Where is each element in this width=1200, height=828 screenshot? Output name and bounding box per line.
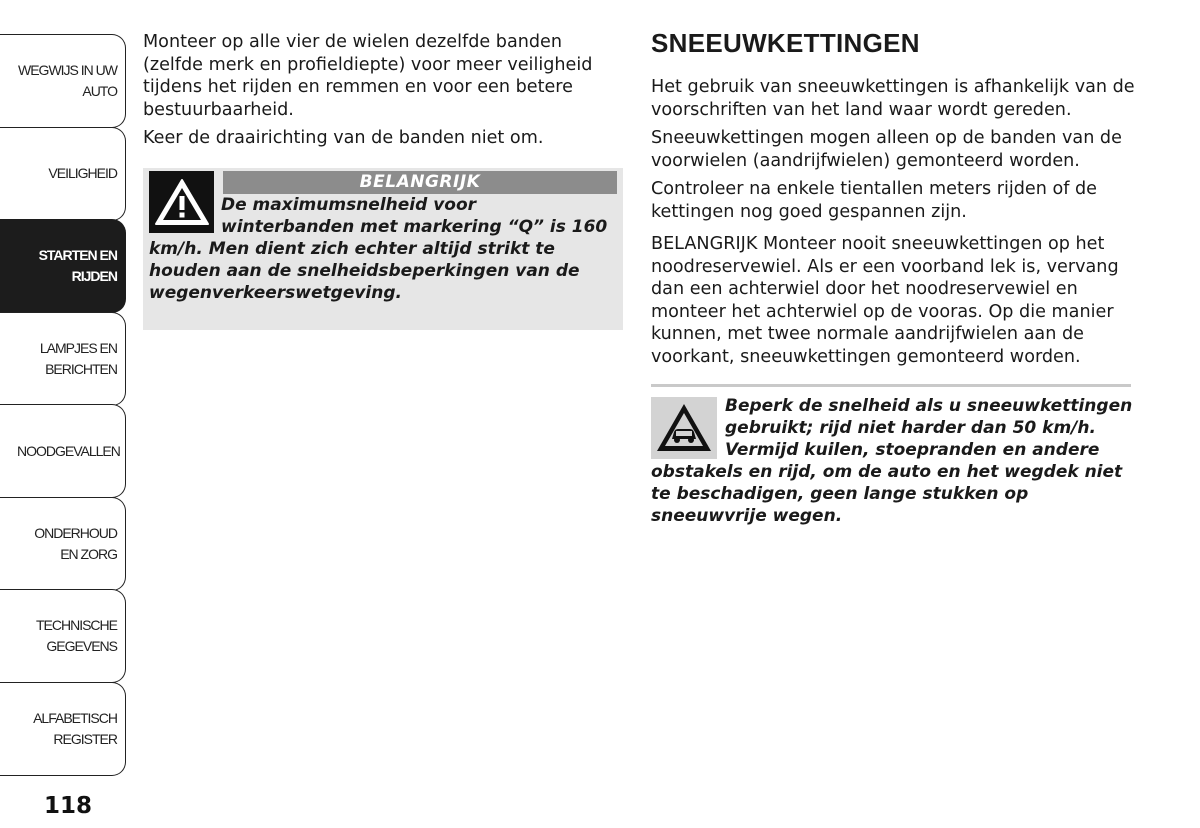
caution-line: gebruikt; rijd niet harder dan 50 km/h. bbox=[725, 418, 1096, 438]
tab-noodgevallen[interactable] bbox=[0, 404, 126, 498]
caution-rest: obstakels en rijd, om de auto en het wegdek niet te beschadigen, geen lange stukken op sneeuwvrije wegen. bbox=[651, 462, 1123, 526]
warning-triangle-icon bbox=[149, 171, 214, 233]
caution-line: Beperk de snelheid als u sneeuwkettingen bbox=[725, 396, 1133, 416]
paragraph: Keer de draairichting van de banden niet om. bbox=[143, 128, 544, 148]
paragraph: Monteer op alle vier de wielen dezelfde banden (zelfde merk en profieldiepte) voor meer veiligheid tijdens het rijden en remmen en voor een betere bestuurbaarheid. bbox=[143, 32, 593, 120]
left-column bbox=[143, 31, 621, 330]
tab-label: ONDERHOUD EN ZORG bbox=[34, 524, 117, 562]
right-column bbox=[651, 28, 1135, 527]
chapter-tabs bbox=[0, 34, 126, 776]
tab-label: ALFABETISCH REGISTER bbox=[33, 709, 117, 747]
paragraph: Controleer na enkele tientallen meters rijden of de kettingen nog goed gespannen zijn. bbox=[651, 179, 1098, 222]
car-caution-icon bbox=[651, 397, 717, 459]
tab-label: WEGWIJS IN UW AUTO bbox=[18, 62, 117, 99]
caution-line: Vermijd kuilen, stoepranden en andere bbox=[725, 440, 1100, 460]
tab-starten-en-rijden[interactable] bbox=[0, 219, 126, 313]
section-title: SNEEUWKETTINGEN bbox=[651, 28, 920, 58]
divider bbox=[651, 384, 1131, 387]
tab-label: STARTEN EN RIJDEN bbox=[38, 247, 117, 284]
notice-line: winterbanden met markering “Q” is 160 bbox=[221, 216, 608, 237]
paragraph: Het gebruik van sneeuwkettingen is afhankelijk van de voorschriften van het land waar wordt gereden. bbox=[651, 77, 1135, 120]
notice-header: BELANGRIJK bbox=[223, 171, 617, 194]
caution-notice bbox=[651, 395, 1135, 527]
important-notice bbox=[143, 168, 623, 330]
paragraph: Sneeuwkettingen mogen alleen op de banden van de voorwielen (aandrijfwielen) gemonteerd worden. bbox=[651, 128, 1122, 171]
notice-line: De maximumsnelheid voor bbox=[221, 194, 477, 215]
tab-technische-gegevens[interactable] bbox=[0, 589, 126, 683]
tab-veiligheid[interactable] bbox=[0, 127, 126, 221]
tab-register[interactable] bbox=[0, 682, 126, 776]
tab-label: VEILIGHEID bbox=[48, 165, 117, 181]
tab-lampjes[interactable] bbox=[0, 312, 126, 406]
notice-text bbox=[149, 194, 617, 304]
caution-text bbox=[651, 395, 1135, 527]
tab-label: LAMPJES EN BERICHTEN bbox=[39, 339, 117, 377]
notice-rest: km/h. Men dient zich echter altijd strikt te houden aan de snelheidsbeperkingen van de wegenverkeerswetgeving. bbox=[149, 238, 580, 303]
tab-label: TECHNISCHE GEGEVENS bbox=[35, 617, 117, 654]
page-number: 118 bbox=[44, 793, 93, 819]
tab-onderhoud[interactable] bbox=[0, 497, 126, 591]
tab-wegwijs[interactable] bbox=[0, 34, 126, 128]
tab-label: NOODGEVALLEN bbox=[17, 442, 120, 459]
paragraph: BELANGRIJK Monteer nooit sneeuwkettingen op het noodreservewiel. Als er een voorband lek is, vervang dan een achterwiel door het noodreservewiel en monteer het achterwiel op de vooras. Op die manier kunnen, met twee normale aandrijfwielen aan de voorkant, sneeuwkettingen gemonteerd worden. bbox=[651, 234, 1119, 367]
